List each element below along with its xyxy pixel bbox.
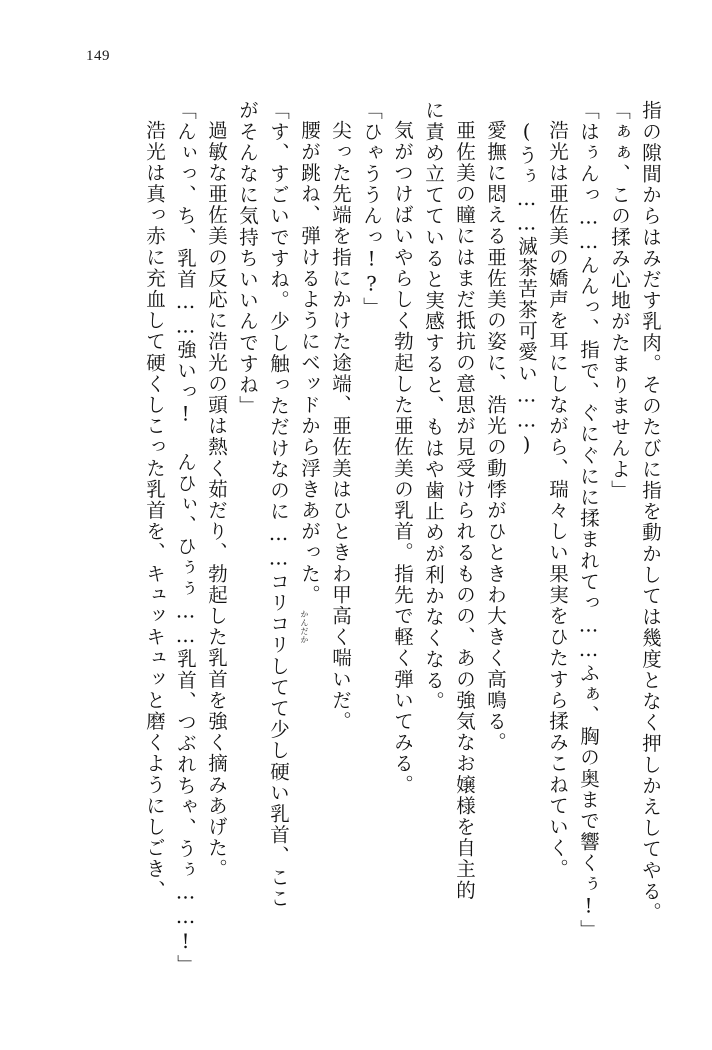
body-text xyxy=(52,100,662,976)
text-line: 腰が跳ね、弾けるようにベッドから浮きあがった。 xyxy=(298,120,321,606)
text-line: 「ひゃううんっ!?」 xyxy=(360,100,383,318)
text-line: 亜佐美の瞳にはまだ抵抗の意思が見受けられるものの、あの強気なお嬢様を自主的 xyxy=(453,120,476,901)
text-line: 尖った先端を指にかけた途端、亜佐美はひときわ甲高く喘いだ。 xyxy=(329,120,352,732)
text-line: 過敏な亜佐美の反応に浩光の頭は熱く茹だり、勃起した乳首を強く摘みあげた。 xyxy=(205,120,228,880)
text-line: 「ぁぁ、この揉み心地がたまりませんよ」 xyxy=(608,100,631,501)
text-line: 「んぃっ、ち、乳首……強いっ! んひぃ、ひぅぅ……乳首、つぶれちゃ、うぅ……!」 xyxy=(174,100,197,976)
text-line: 愛撫に悶える亜佐美の姿に、浩光の動悸がひときわ大きく高鳴る。 xyxy=(484,120,507,753)
text-line: 「す、すごいですね。少し触っただけなのに……コリコリしてて少し硬い乳首、ここ xyxy=(267,100,290,909)
text-line: に責め立てていると実感すると、もはや歯止めが利かなくなる。 xyxy=(422,100,445,712)
page-number: 149 xyxy=(86,48,110,64)
text-line: がそんなに気持ちいいんですね」 xyxy=(236,100,259,417)
text-line: (うぅ……滅茶苦茶可愛い……) xyxy=(515,120,538,458)
text-line: 指の隙間からはみだす乳肉。そのたびに指を動かしては幾度となく押しかえしてやる。 xyxy=(639,100,662,923)
text-line: 浩光は亜佐美の嬌声を耳にしながら、瑞々しい果実をひたすら揉みこねていく。 xyxy=(546,120,569,880)
text-line: 「はぅんっ……んんっ、指で、ぐにぐにに揉まれてっ……ふぁ、胸の奥まで響くぅ!」 xyxy=(577,100,600,941)
text-line: 浩光は真っ赤に充血して硬くしこった乳首を、キュッキュッと磨くようにしごき、 xyxy=(143,120,166,901)
ruby-annotation: かんだか xyxy=(300,610,309,644)
text-line: 気がつけばいやらしく勃起した亜佐美の乳首。指先で軽く弾いてみる。 xyxy=(391,120,414,796)
